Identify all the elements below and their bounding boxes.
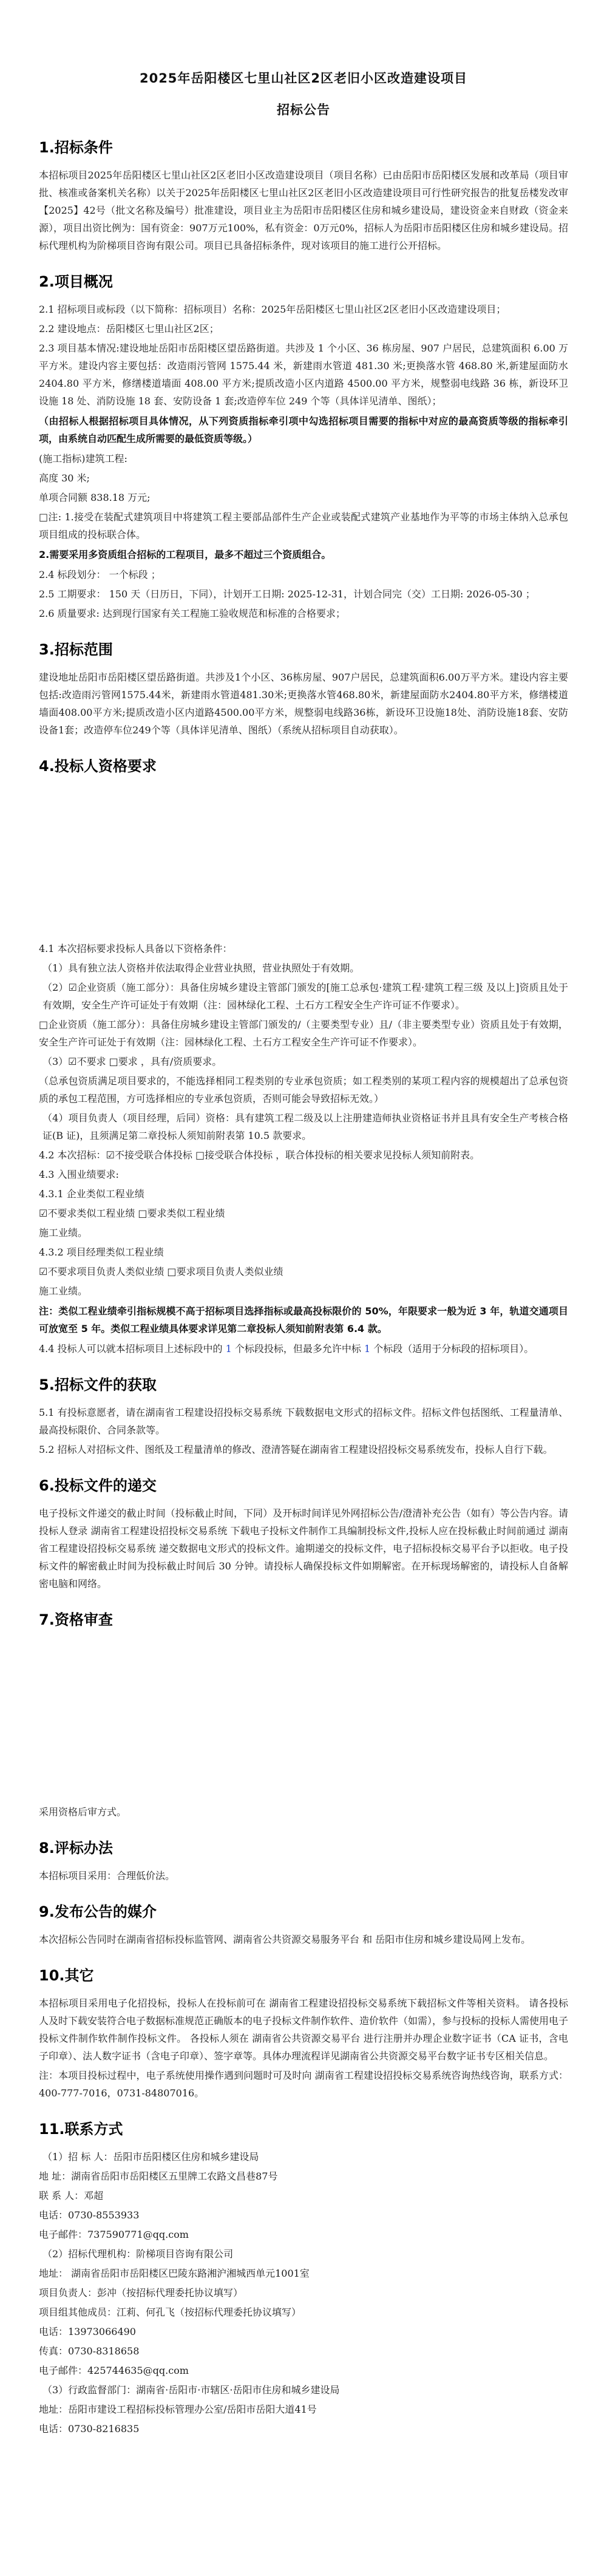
section-2-item-2-4: 2.4 标段划分： 一个标段 ； bbox=[39, 569, 161, 580]
section-4-manager-performance-checkboxes: ☑不要求项目负责人类似业绩 □要求项目负责人类似业绩 bbox=[39, 1266, 283, 1277]
supervision-department-phone: 电话：0730-8216835 bbox=[39, 2423, 140, 2435]
section-6-paragraph: 电子投标文件递交的截止时间（投标截止时间，下同）及开标时间详见外网招标公告/澄清补充公告（如有）等公告内容。请投标人登录 湖南省工程建设招投标交易系统 下载电子投标文件制作工具编制投标文件,投标人应在投标截止时间前通过 湖南省工程建设招投标交易系统 递交数据电文形式的投标文件。逾期递交的投标文件，电子招标投标交易平台予以拒收。电子投标文件的解密截止时间为投标截止时间后 30 分钟。请投标人确保投标文件如期解密。在开标现场解密的，请投标人自备解密电脑和网络。 bbox=[39, 1507, 568, 1589]
bid-section-count-value: 1 bbox=[225, 1343, 232, 1354]
document-title-line1: 2025年岳阳楼区七里山社区2区老旧小区改造建设项目 bbox=[139, 71, 468, 86]
agency-team-members: 项目组其他成员：江莉、何孔飞（按招标代理委托协议填写） bbox=[39, 2306, 302, 2318]
section-11-heading: 11.联系方式 bbox=[39, 2121, 123, 2138]
section-4-item-4-4 bbox=[39, 1340, 568, 1358]
section-2-item-2-2: 2.2 建设地点：岳阳楼区七里山社区2区； bbox=[39, 323, 219, 335]
section-7-heading: 7.资格审查 bbox=[39, 1611, 113, 1628]
tenderer-phone: 电话：0730-8553933 bbox=[39, 2209, 140, 2221]
section-8-heading: 8.评标办法 bbox=[39, 1840, 113, 1857]
section-2-item-2-1: 2.1 招标项目或标段（以下简称：招标项目）名称：2025年岳阳楼区七里山社区2区老旧小区改造建设项目； bbox=[39, 304, 506, 315]
section-4-condition-3: （3）☑不要求 □要求 ，具有/资质要求。 bbox=[42, 1056, 222, 1067]
tenderer-contact-person: 联 系 人：邓超 bbox=[39, 2190, 104, 2201]
text-run: 4.4 投标人可以就本招标项目上述标段中的 bbox=[39, 1343, 226, 1354]
award-section-count-value: 1 bbox=[364, 1343, 371, 1354]
section-10-heading: 10.其它 bbox=[39, 1967, 94, 1984]
section-6-heading: 6.投标文件的递交 bbox=[39, 1477, 157, 1494]
supervision-department-address: 地址：岳阳市建设工程招标投标管理办公室/岳阳市岳阳大道41号 bbox=[39, 2404, 317, 2415]
section-4-condition-4: （4）项目负责人（项目经理，后同）资格：具有建筑工程二级及以上注册建造师执业资格证书并且具有安全生产考核合格证(B 证)，且须满足第二章投标人须知前附表第 10.5 款要求。 bbox=[42, 1112, 568, 1141]
tenderer-address: 地 址：湖南省岳阳市岳阳楼区五里牌工农路文昌巷87号 bbox=[39, 2170, 278, 2182]
page-break-gap bbox=[39, 1639, 568, 1801]
section-2-item-2-6: 2.6 质量要求: 达到现行国家有关工程施工验收规范和标准的合格要求； bbox=[39, 608, 346, 619]
page-break-gap bbox=[39, 785, 568, 938]
section-2-height: 高度 30 米; bbox=[39, 472, 90, 484]
tenderer-name: （1）招 标 人：岳阳市岳阳楼区住房和城乡建设局 bbox=[42, 2151, 259, 2163]
section-4-item-4-2: 4.2 本次招标：☑不接受联合体投标 □接受联合体投标 ，联合体投标的相关要求见投标人须知前附表。 bbox=[39, 1149, 480, 1161]
section-4-construction-performance-2: 施工业绩。 bbox=[39, 1285, 88, 1297]
section-9-paragraph: 本次招标公告同时在湖南省招标投标监管网、湖南省公共资源交易服务平台 和 岳阳市住房和城乡建设局网上发布。 bbox=[39, 1934, 531, 1945]
section-2-item-2-5: 2.5 工期要求： 150 天（日历日，下同），计划开工日期: 2025-12-31，计划合同完（交）工日期: 2026-05-30 ； bbox=[39, 588, 535, 600]
agency-name: （2）招标代理机构：阶梯项目咨询有限公司 bbox=[42, 2248, 234, 2260]
section-8-paragraph: 本招标项目采用：合理低价法。 bbox=[39, 1870, 175, 1881]
section-1-heading: 1.招标条件 bbox=[39, 139, 113, 156]
agency-project-leader: 项目负责人：彭冲（按招标代理委托协议填写） bbox=[39, 2287, 243, 2299]
section-4-heading: 4.投标人资格要求 bbox=[39, 758, 157, 775]
section-4-item-4-3: 4.3 入围业绩要求: bbox=[39, 1169, 119, 1180]
agency-fax: 传真：0730-8318658 bbox=[39, 2345, 140, 2357]
text-run: 个标段（适用于分标段的招标项目）。 bbox=[370, 1343, 534, 1354]
section-4-condition-2-checked: （2）☑企业资质（施工部分）：具备住房城乡建设主管部门颁发的[施工总承包·建筑工程·建筑工程三级 及以上]资质且处于有效期，安全生产许可证处于有效期（注：园林绿化工程、土石方工程安全生产许可证不作要求）。 bbox=[42, 982, 568, 1011]
agency-phone: 电话：13973066490 bbox=[39, 2326, 136, 2337]
section-2-heading: 2.项目概况 bbox=[39, 273, 113, 290]
section-4-condition-3-note: （总承包资质满足项目要求的，不能选择相同工程类别的专业承包资质；如工程类别的某项工程内容的规模超出了总承包资质的承包工程范围，方可选择相应的专业承包资质，否则可能会导致招标无效。） bbox=[39, 1075, 568, 1104]
section-2-note-multi-qualification: 2.需要采用多资质组合招标的工程项目，最多不超过三个资质组合。 bbox=[39, 549, 331, 560]
supervision-department-name: （3）行政监督部门：湖南省·岳阳市·市辖区·岳阳市住房和城乡建设局 bbox=[42, 2384, 340, 2396]
section-5-item-5-2: 5.2 招标人对招标文件、图纸及工程量清单的修改、澄清答疑在湖南省工程建设招投标交易系统发布，投标人自行下载。 bbox=[39, 1444, 553, 1455]
section-10-hotline-note: 注：本项目投标过程中，电子系统使用操作遇到问题时可及时向 湖南省工程建设招投标交易系统咨询热线咨询，联系方式：400-777-7016，0731-84807016。 bbox=[39, 2070, 568, 2099]
document-title-line2: 招标公告 bbox=[277, 103, 330, 117]
section-2-note-checkbox: □注: 1.接受在装配式建筑项目中将建筑工程主要部品部件生产企业或装配式建筑产业基地作为平等的市场主体纳入总承包项目组成的投标联合体。 bbox=[39, 511, 568, 540]
agency-address: 地址： 湖南省岳阳市岳阳楼区巴陵东路湘沪湘城西单元1001室 bbox=[39, 2268, 310, 2279]
section-4-item-4-1: 4.1 本次招标要求投标人具备以下资格条件： bbox=[39, 943, 232, 954]
section-5-item-5-1: 5.1 有投标意愿者，请在湖南省工程建设招投标交易系统 下载数据电文形式的招标文件。招标文件包括图纸、工程量清单、最高投标限价、合同条款等。 bbox=[39, 1407, 568, 1436]
section-3-paragraph: 建设地址岳阳市岳阳楼区望岳路街道。共涉及1个小区、36栋房屋、907户居民，总建筑面积6.00万平方米。建设内容主要包括:改造雨污管网1575.44米，新建雨水管道481.30米;更换落水管468.80米，新建屋面防水2404.80平方米，修缮楼道墙面408.00平方米;提质改造小区内道路4500.00平方米，规整弱电线路36栋，新设环卫设施18处、消防设施18套、安防设备1套；改造停车位249个等（具体详见清单、图纸）（系统从招标项目自动获取）。 bbox=[39, 671, 568, 736]
section-10-paragraph: 本招标项目采用电子化招投标，投标人在投标前可在 湖南省工程建设招投标交易系统下载招标文件等相关资料。 请各投标人及时下载安装符合电子数据标准规范正确版本的电子投标文件制作软件、造价软件（如需），参与投标的投标人需使用电子投标文件制作软件制作投标文件。 各投标人须在 湖南省公共资源交易平台 进行注册并办理企业数字证书（CA 证书，含电子印章）、法人数字证书（含电子印章）、签字章等。具体办理流程详见湖南省公共资源交易平台数字证书专区相关信息。 bbox=[39, 1997, 569, 2062]
tenderer-email: 电子邮件：737590771@qq.com bbox=[39, 2229, 189, 2240]
text-run: 个标段投标，但最多允许中标 bbox=[231, 1343, 364, 1354]
agency-email: 电子邮件：425744635@qq.com bbox=[39, 2365, 189, 2376]
section-5-heading: 5.招标文件的获取 bbox=[39, 1376, 157, 1393]
section-4-item-4-3-1: 4.3.1 企业类似工程业绩 bbox=[39, 1188, 144, 1200]
section-7-paragraph: 采用资格后审方式。 bbox=[39, 1806, 127, 1818]
section-3-heading: 3.招标范围 bbox=[39, 641, 113, 658]
section-9-heading: 9.发布公告的媒介 bbox=[39, 1903, 157, 1920]
section-2-construction-indicator: (施工指标)建筑工程: bbox=[39, 453, 127, 464]
section-4-enterprise-performance-checkboxes: ☑不要求类似工程业绩 □要求类似工程业绩 bbox=[39, 1208, 225, 1219]
section-4-condition-2-unchecked: □企业资质（施工部分）：具备住房城乡建设主管部门颁发的/（主要类型专业）且/（非主要类型专业）资质且处于有效期，安全生产许可证处于有效期（注：园林绿化工程、土石方工程安全生产许可证不作要求）。 bbox=[39, 1019, 568, 1048]
section-2-note-qualification: （由招标人根据招标项目具体情况，从下列资质指标牵引项中勾选招标项目需要的指标中对应的最高资质等级的指标牵引项，由系统自动匹配生成所需要的最低资质等级。） bbox=[39, 415, 568, 444]
section-4-construction-performance-1: 施工业绩。 bbox=[39, 1227, 88, 1239]
section-4-item-4-3-2: 4.3.2 项目经理类似工程业绩 bbox=[39, 1246, 164, 1258]
section-4-performance-note: 注：类似工程业绩牵引指标规模不高于招标项目选择指标或最高投标限价的 50%，年限要求一般为近 3 年，轨道交通项目可放宽至 5 年。类似工程业绩具体要求详见第二章投标人须知前附表第 6.4 款。 bbox=[39, 1305, 568, 1334]
section-2-item-2-3: 2.3 项目基本情况:建设地址岳阳市岳阳楼区望岳路街道。共涉及 1 个小区、36 栋房屋、907 户居民，总建筑面积 6.00 万平方米。建设内容主要包括：改造雨污管网 1575.44 米，新建雨水管道 481.30 米;更换落水管 468.80 米,新建屋面防水 2404.80 平方米，修缮楼道墙面 408.00 平方米;提质改造小区内道路 4500.00 平方米，规整弱电线路 36 栋，新设环卫设施 18 处、消防设施 18 套、安防设备 1 套;改造停车位 249 个等（具体详见清单、图纸）； bbox=[39, 342, 568, 407]
section-2-contract-amount: 单项合同额 838.18 万元; bbox=[39, 492, 151, 503]
section-4-condition-1: （1）具有独立法人资格并依法取得企业营业执照，营业执照处于有效期。 bbox=[42, 962, 360, 974]
section-1-paragraph: 本招标项目2025年岳阳楼区七里山社区2区老旧小区改造建设项目（项目名称）已由岳阳市岳阳楼区发展和改革局（项目审批、核准或备案机关名称）以关于2025年岳阳楼区七里山社区2区老旧小区改造建设项目可行性研究报告的批复岳楼发改审【2025】42号（批文名称及编号）批准建设，项目业主为岳阳市岳阳楼区住房和城乡建设局，建设资金来自财政（资金来源），项目出资比例为：国有资金：907万元100%，私有资金：0万元0%，招标人为岳阳市岳阳楼区住房和城乡建设局。招标代理机构为阶梯项目咨询有限公司。项目已具备招标条件，现对该项目的施工进行公开招标。 bbox=[39, 169, 568, 251]
